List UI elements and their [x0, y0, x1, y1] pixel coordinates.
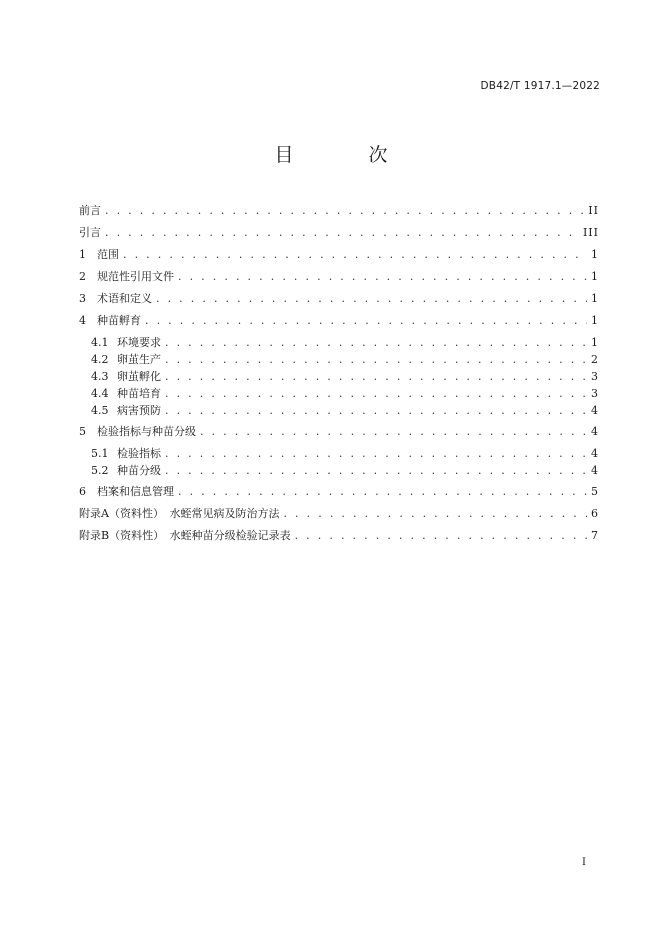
toc-label: 环境要求 [117, 336, 161, 349]
toc-label: 术语和定义 [97, 292, 152, 305]
toc-entry-annex-a[interactable] [79, 505, 599, 527]
toc-page: 1 [591, 336, 599, 349]
dot-leader [200, 425, 587, 438]
toc-page: 4 [591, 447, 599, 460]
table-of-contents [79, 202, 599, 549]
toc-entry-section-2[interactable] [79, 268, 599, 290]
toc-label: 范围 [97, 248, 119, 261]
toc-number: 5.2 [91, 464, 109, 477]
toc-label: 病害预防 [117, 404, 161, 417]
toc-number: 4.5 [91, 404, 109, 417]
dot-leader [165, 387, 587, 400]
toc-number: 5.1 [91, 447, 109, 460]
toc-entry-section-1[interactable] [79, 246, 599, 268]
dot-leader [165, 370, 587, 383]
toc-entry-foreword[interactable] [79, 202, 599, 224]
dot-leader [165, 336, 587, 349]
toc-number: 4.2 [91, 353, 109, 366]
dot-leader [283, 507, 587, 520]
toc-page: 1 [591, 292, 599, 305]
toc-label: 附录A（资料性） 水蛭常见病及防治方法 [79, 507, 280, 520]
toc-page: 1 [591, 314, 599, 327]
toc-number: 1 [79, 248, 86, 261]
toc-number: 4.1 [91, 336, 109, 349]
dot-leader [295, 529, 587, 542]
toc-entry-section-5-2[interactable] [79, 462, 599, 479]
toc-number: 5 [79, 425, 86, 438]
toc-entry-section-4-4[interactable] [79, 385, 599, 402]
toc-label: 检验指标与种苗分级 [97, 425, 196, 438]
toc-page: 6 [591, 507, 599, 520]
dot-leader [105, 226, 579, 239]
toc-page: 3 [591, 387, 599, 400]
toc-label: 种苗分级 [117, 464, 161, 477]
dot-leader [123, 248, 587, 261]
toc-entry-section-4[interactable] [79, 312, 599, 334]
dot-leader [178, 485, 587, 498]
toc-entry-section-4-1[interactable] [79, 334, 599, 351]
dot-leader [165, 464, 587, 477]
standard-code: DB42/T 1917.1—2022 [480, 80, 600, 92]
toc-number: 4.3 [91, 370, 109, 383]
dot-leader [165, 353, 587, 366]
toc-label: 卵茧生产 [117, 353, 161, 366]
dot-leader [178, 270, 587, 283]
toc-page: 4 [591, 425, 599, 438]
toc-number: 3 [79, 292, 86, 305]
toc-page: 3 [591, 370, 599, 383]
toc-page: 1 [591, 270, 599, 283]
toc-page: II [588, 204, 599, 217]
toc-label: 种苗培育 [117, 387, 161, 400]
page-number: I [582, 857, 586, 868]
page-title: 目 次 [274, 144, 416, 166]
toc-entry-section-5-1[interactable] [79, 445, 599, 462]
dot-leader [165, 447, 587, 460]
dot-leader [165, 404, 587, 417]
toc-label: 档案和信息管理 [97, 485, 174, 498]
toc-page: 1 [591, 248, 599, 261]
toc-page: 4 [591, 464, 599, 477]
toc-entry-section-3[interactable] [79, 290, 599, 312]
toc-label: 前言 [79, 204, 101, 217]
toc-number: 4.4 [91, 387, 109, 400]
toc-entry-section-4-5[interactable] [79, 402, 599, 419]
toc-entry-section-4-3[interactable] [79, 368, 599, 385]
dot-leader [156, 292, 587, 305]
toc-label: 附录B（资料性） 水蛭种苗分级检验记录表 [79, 529, 291, 542]
toc-entry-introduction[interactable] [79, 224, 599, 246]
toc-label: 规范性引用文件 [97, 270, 174, 283]
toc-entry-annex-b[interactable] [79, 527, 599, 549]
toc-number: 2 [79, 270, 86, 283]
dot-leader [145, 314, 587, 327]
toc-page: III [582, 226, 599, 239]
dot-leader [105, 204, 584, 217]
toc-entry-section-6[interactable] [79, 483, 599, 505]
toc-label: 引言 [79, 226, 101, 239]
toc-page: 4 [591, 404, 599, 417]
toc-page: 2 [591, 353, 599, 366]
toc-number: 6 [79, 485, 86, 498]
toc-label: 卵茧孵化 [117, 370, 161, 383]
toc-number: 4 [79, 314, 86, 327]
toc-entry-section-5[interactable] [79, 423, 599, 445]
toc-page: 7 [591, 529, 599, 542]
toc-entry-section-4-2[interactable] [79, 351, 599, 368]
toc-label: 种苗孵育 [97, 314, 141, 327]
toc-page: 5 [591, 485, 599, 498]
toc-label: 检验指标 [117, 447, 161, 460]
